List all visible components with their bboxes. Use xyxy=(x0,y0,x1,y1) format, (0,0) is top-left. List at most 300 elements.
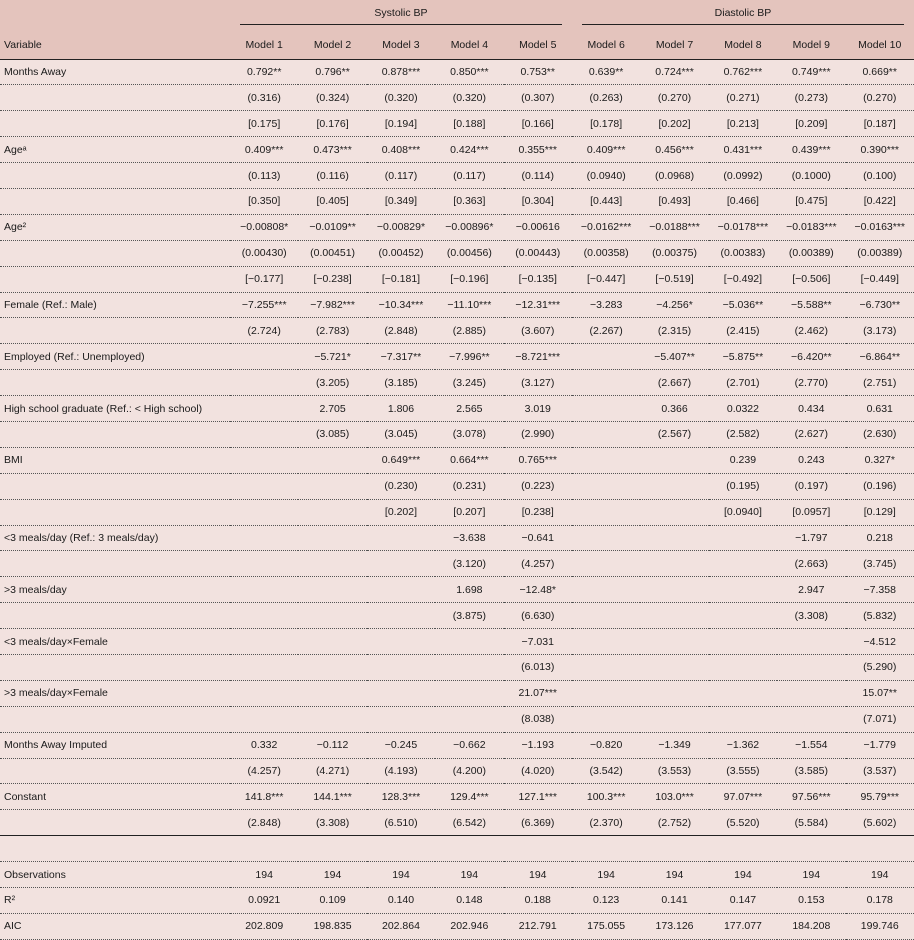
table-row xyxy=(0,888,914,914)
table-cell: [0.304] xyxy=(504,188,572,214)
table-cell xyxy=(640,836,708,862)
table-cell: (0.00389) xyxy=(777,240,845,266)
table-cell xyxy=(298,680,366,706)
table-cell: [0.129] xyxy=(846,499,914,525)
table-cell: 144.1*** xyxy=(298,784,366,810)
table-cell: 95.79*** xyxy=(846,784,914,810)
table-cell: −0.820 xyxy=(572,732,640,758)
table-cell xyxy=(435,654,503,680)
table-cell: (3.553) xyxy=(640,758,708,784)
table-cell: [0.188] xyxy=(435,111,503,137)
table-cell xyxy=(572,447,640,473)
table-cell: −1.349 xyxy=(640,732,708,758)
table-cell: 173.126 xyxy=(640,913,708,939)
table-cell: (2.724) xyxy=(230,318,298,344)
table-cell: (2.990) xyxy=(504,421,572,447)
table-cell: (2.848) xyxy=(367,318,435,344)
table-cell xyxy=(230,836,298,862)
table-cell: −0.00896* xyxy=(435,214,503,240)
table-cell xyxy=(435,629,503,655)
table-cell: −7.996** xyxy=(435,344,503,370)
table-cell: (3.308) xyxy=(777,603,845,629)
table-cell: (0.00383) xyxy=(709,240,777,266)
table-cell xyxy=(572,551,640,577)
table-cell: 0.366 xyxy=(640,396,708,422)
table-body xyxy=(0,59,914,939)
table-cell: −6.730** xyxy=(846,292,914,318)
table-cell: 0.439*** xyxy=(777,137,845,163)
table-cell: (4.020) xyxy=(504,758,572,784)
table-cell: (0.00389) xyxy=(846,240,914,266)
table-cell: 3.019 xyxy=(504,396,572,422)
table-cell: (3.205) xyxy=(298,370,366,396)
table-cell: −0.0188*** xyxy=(640,214,708,240)
table-cell: (3.875) xyxy=(435,603,503,629)
table-cell: 0.140 xyxy=(367,888,435,914)
table-cell xyxy=(777,654,845,680)
table-cell: (2.462) xyxy=(777,318,845,344)
model-header: Model 10 xyxy=(846,32,914,59)
table-cell: (0.270) xyxy=(846,85,914,111)
table-cell: −3.283 xyxy=(572,292,640,318)
table-cell: (0.00452) xyxy=(367,240,435,266)
variable-label xyxy=(0,370,230,396)
variable-header: Variable xyxy=(0,32,230,59)
table-cell: −3.638 xyxy=(435,525,503,551)
table-cell: (3.085) xyxy=(298,421,366,447)
variable-label xyxy=(0,836,230,862)
table-cell: (6.630) xyxy=(504,603,572,629)
table-cell: (0.00456) xyxy=(435,240,503,266)
table-cell xyxy=(298,499,366,525)
table-cell xyxy=(777,706,845,732)
table-cell: 177.077 xyxy=(709,913,777,939)
table-cell: (0.113) xyxy=(230,163,298,189)
table-cell: 0.649*** xyxy=(367,447,435,473)
table-cell xyxy=(709,603,777,629)
table-row xyxy=(0,396,914,422)
table-row xyxy=(0,240,914,266)
table-cell: (0.324) xyxy=(298,85,366,111)
table-cell: −4.256* xyxy=(640,292,708,318)
table-cell: [−0.177] xyxy=(230,266,298,292)
table-cell: [0.178] xyxy=(572,111,640,137)
table-cell: (0.00443) xyxy=(504,240,572,266)
table-cell: (0.270) xyxy=(640,85,708,111)
table-cell: (0.1000) xyxy=(777,163,845,189)
table-cell xyxy=(640,473,708,499)
table-cell: [0.0940] xyxy=(709,499,777,525)
table-cell: 194 xyxy=(777,862,845,888)
table-cell xyxy=(230,525,298,551)
table-cell: 129.4*** xyxy=(435,784,503,810)
table-cell: −7.982*** xyxy=(298,292,366,318)
table-cell: −7.358 xyxy=(846,577,914,603)
table-cell xyxy=(367,680,435,706)
table-cell xyxy=(777,836,845,862)
table-cell xyxy=(572,706,640,732)
table-cell xyxy=(640,577,708,603)
table-cell: 0.664*** xyxy=(435,447,503,473)
table-cell xyxy=(640,629,708,655)
table-cell: −0.0178*** xyxy=(709,214,777,240)
table-cell xyxy=(230,654,298,680)
table-cell: (5.602) xyxy=(846,810,914,836)
table-cell: −5.407** xyxy=(640,344,708,370)
table-cell: 175.055 xyxy=(572,913,640,939)
table-cell: 0.796** xyxy=(298,59,366,85)
table-cell xyxy=(572,629,640,655)
variable-label xyxy=(0,603,230,629)
table-cell: 212.791 xyxy=(504,913,572,939)
table-cell: (6.542) xyxy=(435,810,503,836)
table-cell: −0.00616 xyxy=(504,214,572,240)
table-cell: (0.114) xyxy=(504,163,572,189)
table-cell: (2.701) xyxy=(709,370,777,396)
group-diastolic: Diastolic BP xyxy=(572,0,914,32)
table-cell: 194 xyxy=(640,862,708,888)
model-header: Model 4 xyxy=(435,32,503,59)
model-header: Model 1 xyxy=(230,32,298,59)
table-cell xyxy=(709,680,777,706)
table-cell: −7.031 xyxy=(504,629,572,655)
variable-label: BMI xyxy=(0,447,230,473)
table-cell: −1.797 xyxy=(777,525,845,551)
table-cell: [0.350] xyxy=(230,188,298,214)
table-cell: [−0.238] xyxy=(298,266,366,292)
table-cell: 0.724*** xyxy=(640,59,708,85)
table-cell: 0.243 xyxy=(777,447,845,473)
table-row xyxy=(0,85,914,111)
table-cell: −8.721*** xyxy=(504,344,572,370)
table-cell xyxy=(367,836,435,862)
table-cell: 194 xyxy=(367,862,435,888)
table-cell xyxy=(435,706,503,732)
model-header: Model 6 xyxy=(572,32,640,59)
table-cell: −1.193 xyxy=(504,732,572,758)
table-cell xyxy=(640,447,708,473)
table-row xyxy=(0,836,914,862)
variable-label: <3 meals/day (Ref.: 3 meals/day) xyxy=(0,525,230,551)
table-cell xyxy=(640,680,708,706)
variable-label: >3 meals/day×Female xyxy=(0,680,230,706)
table-cell: 141.8*** xyxy=(230,784,298,810)
table-row xyxy=(0,370,914,396)
table-cell: 194 xyxy=(572,862,640,888)
table-cell: 0.878*** xyxy=(367,59,435,85)
table-cell xyxy=(640,525,708,551)
table-cell: 1.806 xyxy=(367,396,435,422)
table-cell: (0.00430) xyxy=(230,240,298,266)
table-cell: (4.200) xyxy=(435,758,503,784)
table-cell: −12.48* xyxy=(504,577,572,603)
table-cell: (3.607) xyxy=(504,318,572,344)
table-cell: [0.202] xyxy=(640,111,708,137)
table-cell: [0.213] xyxy=(709,111,777,137)
table-cell: 97.07*** xyxy=(709,784,777,810)
table-cell: (5.832) xyxy=(846,603,914,629)
table-cell xyxy=(572,577,640,603)
table-cell: 103.0*** xyxy=(640,784,708,810)
table-cell: 0.762*** xyxy=(709,59,777,85)
table-cell: 0.148 xyxy=(435,888,503,914)
table-cell: −1.554 xyxy=(777,732,845,758)
table-cell xyxy=(709,654,777,680)
table-row xyxy=(0,137,914,163)
table-cell: [0.194] xyxy=(367,111,435,137)
table-cell: (2.630) xyxy=(846,421,914,447)
variable-label: <3 meals/day×Female xyxy=(0,629,230,655)
table-cell: (0.196) xyxy=(846,473,914,499)
table-row xyxy=(0,344,914,370)
table-cell xyxy=(230,706,298,732)
table-cell: [0.466] xyxy=(709,188,777,214)
table-cell: (0.197) xyxy=(777,473,845,499)
table-cell xyxy=(230,370,298,396)
table-cell: [−0.449] xyxy=(846,266,914,292)
table-cell: 0.153 xyxy=(777,888,845,914)
table-cell xyxy=(367,525,435,551)
table-cell: 128.3*** xyxy=(367,784,435,810)
table-row xyxy=(0,629,914,655)
table-cell: (0.117) xyxy=(435,163,503,189)
variable-label: Ageᵃ xyxy=(0,137,230,163)
table-cell xyxy=(572,499,640,525)
table-cell: [0.475] xyxy=(777,188,845,214)
table-cell: 2.947 xyxy=(777,577,845,603)
table-cell: 0.434 xyxy=(777,396,845,422)
table-cell: −11.10*** xyxy=(435,292,503,318)
table-cell: [0.238] xyxy=(504,499,572,525)
table-cell xyxy=(572,654,640,680)
model-header: Model 9 xyxy=(777,32,845,59)
table-cell: 2.705 xyxy=(298,396,366,422)
table-cell: (3.173) xyxy=(846,318,914,344)
table-cell: 198.835 xyxy=(298,913,366,939)
table-cell xyxy=(298,473,366,499)
table-cell: (0.117) xyxy=(367,163,435,189)
table-cell: (2.567) xyxy=(640,421,708,447)
table-cell: (2.663) xyxy=(777,551,845,577)
table-cell: 0.424*** xyxy=(435,137,503,163)
table-cell: (6.510) xyxy=(367,810,435,836)
variable-label: AIC xyxy=(0,913,230,939)
table-row xyxy=(0,499,914,525)
table-cell: [−0.447] xyxy=(572,266,640,292)
table-cell: 0.431*** xyxy=(709,137,777,163)
table-row xyxy=(0,810,914,836)
table-cell xyxy=(367,654,435,680)
table-cell xyxy=(298,706,366,732)
variable-label: >3 meals/day xyxy=(0,577,230,603)
table-cell: (5.584) xyxy=(777,810,845,836)
table-cell: (2.415) xyxy=(709,318,777,344)
table-cell: (0.320) xyxy=(367,85,435,111)
table-cell xyxy=(298,577,366,603)
table-row xyxy=(0,421,914,447)
table-cell: (3.537) xyxy=(846,758,914,784)
table-cell xyxy=(777,629,845,655)
table-cell: −0.112 xyxy=(298,732,366,758)
table-cell: 0.631 xyxy=(846,396,914,422)
table-row xyxy=(0,862,914,888)
table-cell: 0.390*** xyxy=(846,137,914,163)
table-cell: −0.641 xyxy=(504,525,572,551)
table-row xyxy=(0,447,914,473)
table-cell xyxy=(230,629,298,655)
table-cell: [−0.492] xyxy=(709,266,777,292)
variable-label: Female (Ref.: Male) xyxy=(0,292,230,318)
table-cell: (4.193) xyxy=(367,758,435,784)
table-row xyxy=(0,292,914,318)
table-cell: (3.308) xyxy=(298,810,366,836)
table-cell: 194 xyxy=(230,862,298,888)
table-cell: 0.753** xyxy=(504,59,572,85)
table-cell: [0.187] xyxy=(846,111,914,137)
variable-label xyxy=(0,810,230,836)
table-cell: (6.013) xyxy=(504,654,572,680)
table-cell: [0.405] xyxy=(298,188,366,214)
table-cell: (2.752) xyxy=(640,810,708,836)
table-cell: (0.00375) xyxy=(640,240,708,266)
table-cell xyxy=(709,551,777,577)
table-cell: (5.520) xyxy=(709,810,777,836)
table-cell xyxy=(572,370,640,396)
table-cell: (3.078) xyxy=(435,421,503,447)
table-cell: [0.349] xyxy=(367,188,435,214)
table-cell: −6.864** xyxy=(846,344,914,370)
table-cell: (0.230) xyxy=(367,473,435,499)
table-row xyxy=(0,732,914,758)
table-cell: 194 xyxy=(846,862,914,888)
variable-label xyxy=(0,240,230,266)
variable-label xyxy=(0,318,230,344)
table-cell: −0.0162*** xyxy=(572,214,640,240)
table-cell: 0.218 xyxy=(846,525,914,551)
table-cell: (2.770) xyxy=(777,370,845,396)
table-cell xyxy=(640,603,708,629)
table-cell: [−0.181] xyxy=(367,266,435,292)
table-cell: [−0.196] xyxy=(435,266,503,292)
table-cell xyxy=(230,603,298,629)
table-cell: −0.00808* xyxy=(230,214,298,240)
table-cell: −7.255*** xyxy=(230,292,298,318)
table-cell: 0.123 xyxy=(572,888,640,914)
table-cell: −5.588** xyxy=(777,292,845,318)
table-cell: 194 xyxy=(435,862,503,888)
table-cell: (0.00451) xyxy=(298,240,366,266)
table-row xyxy=(0,577,914,603)
variable-label: High school graduate (Ref.: < High school) xyxy=(0,396,230,422)
table-cell: 0.456*** xyxy=(640,137,708,163)
table-cell: 0.188 xyxy=(504,888,572,914)
table-cell xyxy=(230,499,298,525)
table-cell: −0.245 xyxy=(367,732,435,758)
table-cell: (0.263) xyxy=(572,85,640,111)
table-cell: −0.0163*** xyxy=(846,214,914,240)
table-cell xyxy=(230,551,298,577)
table-cell: 1.698 xyxy=(435,577,503,603)
variable-label xyxy=(0,163,230,189)
table-cell xyxy=(640,551,708,577)
variable-label xyxy=(0,188,230,214)
table-cell: (6.369) xyxy=(504,810,572,836)
table-row xyxy=(0,473,914,499)
table-cell xyxy=(846,836,914,862)
table-cell xyxy=(709,706,777,732)
table-cell: (3.185) xyxy=(367,370,435,396)
table-cell: (0.100) xyxy=(846,163,914,189)
table-row xyxy=(0,654,914,680)
table-cell: (0.0940) xyxy=(572,163,640,189)
table-row xyxy=(0,111,914,137)
table-cell xyxy=(367,603,435,629)
table-cell xyxy=(709,525,777,551)
table-cell: 0.355*** xyxy=(504,137,572,163)
model-header-row xyxy=(0,32,914,59)
table-cell: [−0.135] xyxy=(504,266,572,292)
table-cell xyxy=(230,396,298,422)
table-cell: [0.363] xyxy=(435,188,503,214)
table-cell: 0.850*** xyxy=(435,59,503,85)
table-cell xyxy=(640,706,708,732)
table-cell: (2.751) xyxy=(846,370,914,396)
table-cell: (2.315) xyxy=(640,318,708,344)
table-cell: (5.290) xyxy=(846,654,914,680)
table-cell xyxy=(230,344,298,370)
table-cell: −7.317** xyxy=(367,344,435,370)
table-cell: (2.370) xyxy=(572,810,640,836)
table-row xyxy=(0,214,914,240)
model-header: Model 7 xyxy=(640,32,708,59)
variable-label xyxy=(0,758,230,784)
model-header: Model 3 xyxy=(367,32,435,59)
table-cell: −1.362 xyxy=(709,732,777,758)
table-cell xyxy=(298,447,366,473)
table-cell xyxy=(504,836,572,862)
group-header-row xyxy=(0,0,914,32)
table-cell: 202.809 xyxy=(230,913,298,939)
table-cell: 0.178 xyxy=(846,888,914,914)
table-cell: 0.239 xyxy=(709,447,777,473)
table-cell: (0.223) xyxy=(504,473,572,499)
variable-label: Constant xyxy=(0,784,230,810)
table-cell: 127.1*** xyxy=(504,784,572,810)
table-cell: [0.207] xyxy=(435,499,503,525)
table-row xyxy=(0,59,914,85)
table-cell: (0.307) xyxy=(504,85,572,111)
table-cell: (0.231) xyxy=(435,473,503,499)
table-cell: 0.669** xyxy=(846,59,914,85)
table-cell: 0.332 xyxy=(230,732,298,758)
variable-label xyxy=(0,85,230,111)
table-cell: [0.166] xyxy=(504,111,572,137)
table-cell: (3.120) xyxy=(435,551,503,577)
variable-label xyxy=(0,551,230,577)
table-cell: (2.667) xyxy=(640,370,708,396)
table-cell: (8.038) xyxy=(504,706,572,732)
table-cell: (2.885) xyxy=(435,318,503,344)
table-cell xyxy=(572,680,640,706)
table-cell: (2.267) xyxy=(572,318,640,344)
model-header: Model 2 xyxy=(298,32,366,59)
table-cell xyxy=(298,629,366,655)
table-cell: −1.779 xyxy=(846,732,914,758)
table-row xyxy=(0,188,914,214)
table-cell: −5.875** xyxy=(709,344,777,370)
table-cell: (0.271) xyxy=(709,85,777,111)
table-cell xyxy=(230,473,298,499)
